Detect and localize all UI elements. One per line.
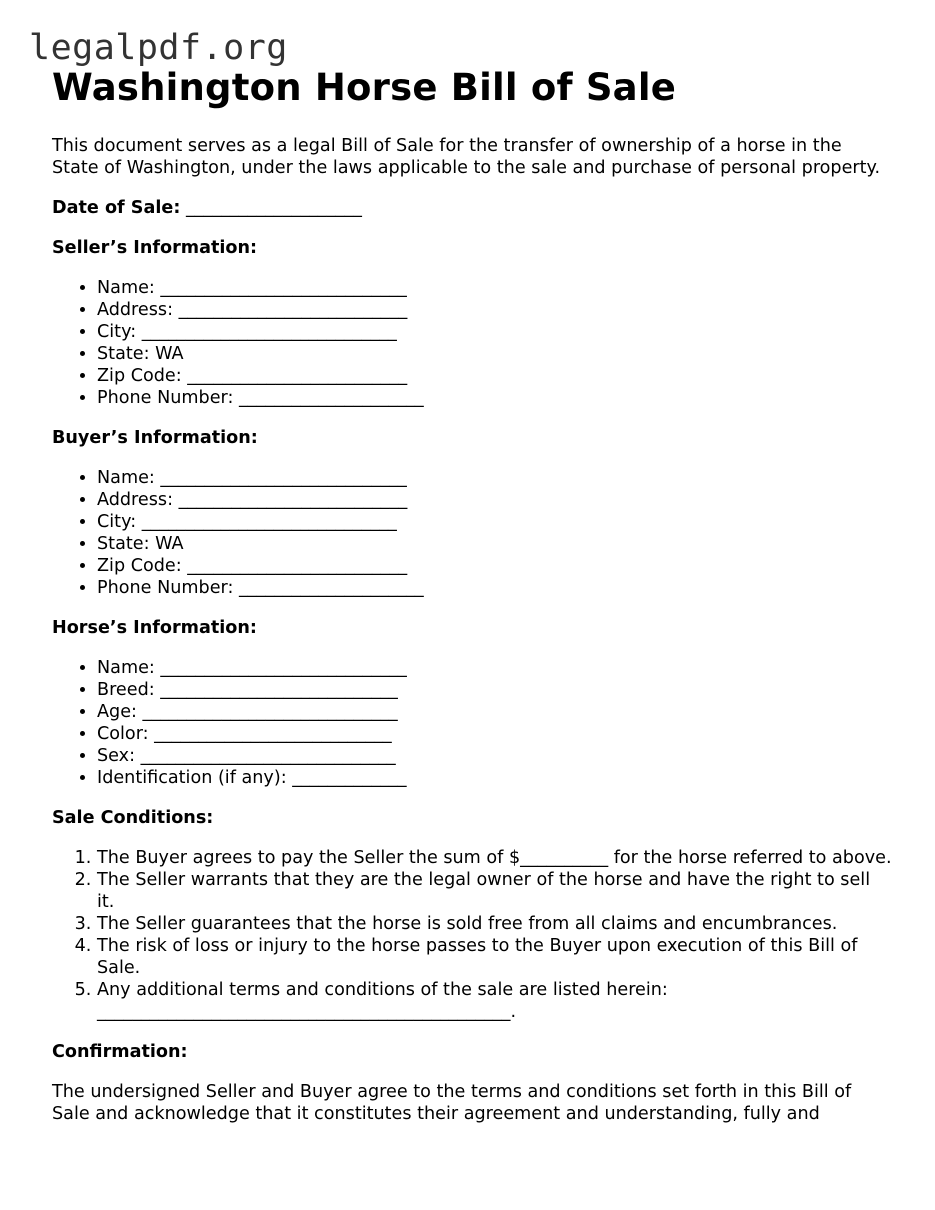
horse-identification-field: • Identification (if any): _____________ (97, 767, 892, 789)
buyer-heading: Buyer’s Information: (52, 428, 258, 448)
seller-address-field: • Address: __________________________ (97, 299, 892, 321)
seller-heading: Seller’s Information: (52, 238, 258, 258)
seller-name-field: • Name: ____________________________ (97, 277, 892, 299)
sale-conditions-heading: Sale Conditions: (52, 808, 214, 828)
document-page (52, 64, 892, 1125)
sale-condition-item: 1. The Buyer agrees to pay the Seller the sum of $__________ for the horse referred to above. (97, 847, 892, 869)
horse-age-field: • Age: _____________________________ (97, 701, 892, 723)
date-of-sale-blank: ____________________ (185, 198, 362, 218)
horse-info-list (52, 657, 892, 789)
seller-zip-field: • Zip Code: _________________________ (97, 365, 892, 387)
horse-sex-field: • Sex: _____________________________ (97, 745, 892, 767)
horse-breed-field: • Breed: ___________________________ (97, 679, 892, 701)
sale-condition-item: 4. The risk of loss or injury to the horse passes to the Buyer upon execution of this Bill of Sale. (97, 935, 892, 979)
sale-condition-item: 2. The Seller warrants that they are the legal owner of the horse and have the right to sell it. (97, 869, 892, 913)
buyer-address-field: • Address: __________________________ (97, 489, 892, 511)
sale-condition-item: 5. Any additional terms and conditions of the sale are listed herein: _______________________________________________. (97, 979, 892, 1023)
page-title: Washington Horse Bill of Sale (52, 66, 677, 109)
sale-conditions-list (52, 847, 892, 1023)
horse-color-field: • Color: ___________________________ (97, 723, 892, 745)
buyer-zip-field: • Zip Code: _________________________ (97, 555, 892, 577)
buyer-name-field: • Name: ____________________________ (97, 467, 892, 489)
confirmation-paragraph: The undersigned Seller and Buyer agree to the terms and conditions set forth in this Bill of Sale and acknowledge that it constitutes their agreement and understanding, fully and (52, 1082, 852, 1124)
intro-paragraph: This document serves as a legal Bill of Sale for the transfer of ownership of a horse in the State of Washington, under the laws applicable to the sale and purchase of personal property. (52, 136, 881, 178)
seller-phone-field: • Phone Number: _____________________ (97, 387, 892, 409)
buyer-state-field: • State: WA (97, 533, 892, 555)
watermark-logo: legalpdf.org (29, 28, 288, 68)
sale-condition-item: 3. The Seller guarantees that the horse is sold free from all claims and encumbrances. (97, 913, 892, 935)
buyer-city-field: • City: _____________________________ (97, 511, 892, 533)
confirmation-heading: Confirmation: (52, 1042, 188, 1062)
buyer-info-list (52, 467, 892, 599)
horse-name-field: • Name: ____________________________ (97, 657, 892, 679)
date-of-sale-label: Date of Sale: (52, 198, 181, 218)
date-of-sale-field (52, 197, 892, 219)
horse-heading: Horse’s Information: (52, 618, 257, 638)
seller-state-field: • State: WA (97, 343, 892, 365)
seller-info-list (52, 277, 892, 409)
buyer-phone-field: • Phone Number: _____________________ (97, 577, 892, 599)
seller-city-field: • City: _____________________________ (97, 321, 892, 343)
